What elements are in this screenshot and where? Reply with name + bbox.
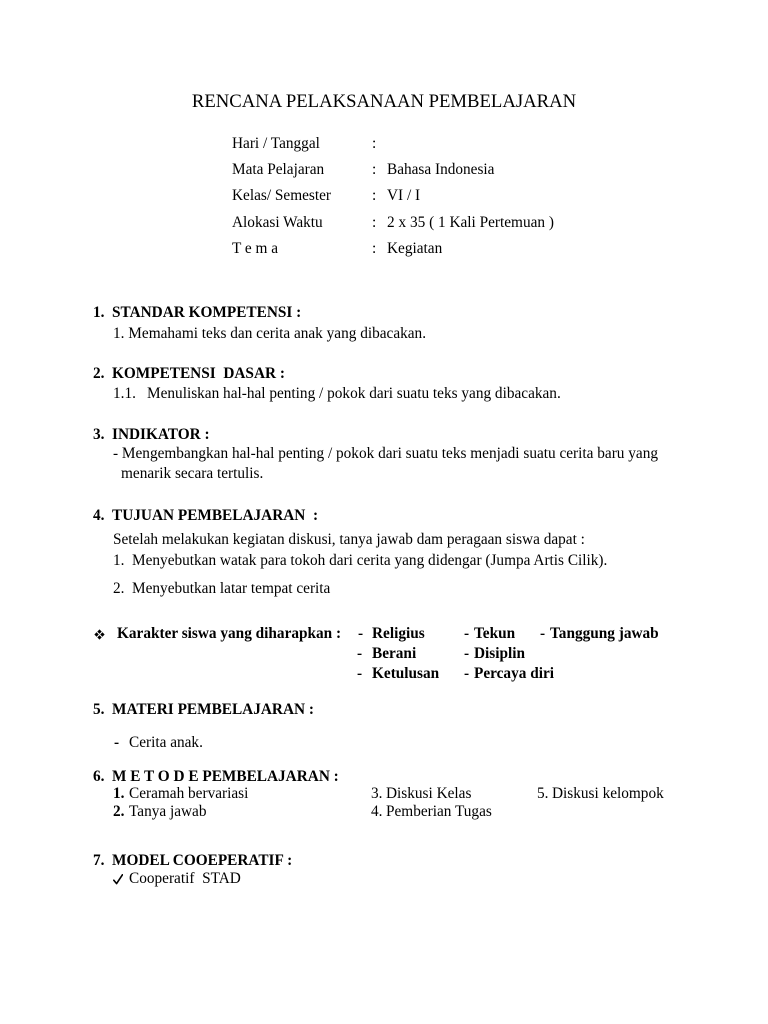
trait-berani: Berani	[372, 645, 417, 662]
section-indikator	[0, 426, 768, 484]
info-value-alokasi-waktu: 2 x 35 ( 1 Kali Pertemuan )	[387, 214, 554, 231]
list-item-number: 1.	[113, 785, 125, 802]
list-item: Diskusi kelompok	[552, 785, 664, 802]
trait-tekun: Tekun	[474, 625, 516, 642]
section-heading: M E T O D E PEMBELAJARAN :	[112, 768, 339, 785]
item-number: 1.1.	[113, 385, 136, 402]
list-item: Cooperatif STAD	[129, 870, 241, 887]
info-label-hari-tanggal: Hari / Tanggal	[232, 135, 320, 152]
info-separator: :	[372, 187, 377, 204]
section-number: 7.	[93, 852, 105, 869]
list-item: Cerita anak.	[129, 734, 203, 751]
list-item-number: 5.	[537, 785, 549, 802]
trait-dash: -	[358, 625, 364, 642]
section-number: 2.	[93, 365, 105, 382]
trait-dash: -	[464, 665, 470, 682]
four-diamond-bullet-icon	[94, 629, 105, 640]
checkmark-icon	[113, 874, 123, 885]
list-item-number: 2.	[113, 803, 125, 820]
section-heading: MODEL COOEPERATIF :	[112, 852, 293, 869]
info-label-mata-pelajaran: Mata Pelajaran	[232, 161, 325, 178]
section-number: 3.	[93, 426, 105, 443]
section-model-kooperatif	[0, 852, 768, 890]
info-separator: :	[372, 161, 377, 178]
info-separator: :	[372, 240, 377, 257]
list-item: Ceramah bervariasi	[129, 785, 249, 802]
trait-religius: Religius	[372, 625, 425, 642]
section-heading: MATERI PEMBELAJARAN :	[112, 701, 314, 718]
trait-ketulusan: Ketulusan	[372, 665, 440, 682]
section-kompetensi-dasar	[0, 365, 768, 405]
section-item: 1. Memahami teks dan cerita anak yang dibacakan.	[113, 325, 427, 342]
tujuan-intro: Setelah melakukan kegiatan diskusi, tanya jawab dam peragaan siswa dapat :	[113, 531, 585, 548]
section-heading: KOMPETENSI DASAR :	[112, 365, 285, 382]
item-text: Menuliskan hal-hal penting / pokok dari suatu teks yang dibacakan.	[147, 385, 561, 402]
list-item: Menyebutkan watak para tokoh dari cerita yang didengar (Jumpa Artis Cilik).	[132, 552, 608, 569]
trait-dash: -	[464, 625, 470, 642]
trait-percaya-diri: Percaya diri	[474, 665, 555, 682]
section-heading: INDIKATOR :	[112, 426, 210, 443]
karakter-label: Karakter siswa yang diharapkan :	[117, 625, 342, 642]
list-dash: -	[114, 734, 120, 751]
section-number: 4.	[93, 507, 105, 524]
section-standar-kompetensi	[0, 304, 768, 344]
info-separator: :	[372, 214, 377, 231]
trait-dash: -	[540, 625, 546, 642]
document-title: RENCANA PELAKSANAAN PEMBELAJARAN	[191, 91, 577, 112]
info-label-alokasi-waktu: Alokasi Waktu	[232, 214, 323, 231]
list-item-number: 4.	[371, 803, 383, 820]
list-item: Pemberian Tugas	[386, 803, 492, 820]
info-label-tema: T e m a	[232, 240, 279, 257]
section-number: 1.	[93, 304, 105, 321]
list-item-number: 1.	[113, 552, 125, 569]
trait-dash: -	[357, 665, 363, 682]
info-label-kelas-semester: Kelas/ Semester	[232, 187, 331, 204]
trait-disiplin: Disiplin	[474, 645, 526, 662]
section-tujuan-pembelajaran	[0, 507, 768, 599]
list-item-number: 3.	[371, 785, 383, 802]
section-number: 5.	[93, 701, 105, 718]
indikator-line: - Mengembangkan hal-hal penting / pokok dari suatu teks menjadi suatu cerita baru yang	[113, 445, 659, 462]
info-separator: :	[372, 135, 377, 152]
trait-dash: -	[464, 645, 470, 662]
list-item: Menyebutkan latar tempat cerita	[132, 580, 331, 597]
section-materi-pembelajaran	[0, 701, 768, 753]
list-item: Diskusi Kelas	[386, 785, 472, 802]
list-item-number: 2.	[113, 580, 125, 597]
info-value-kelas-semester: VI / I	[387, 187, 421, 204]
section-karakter-siswa	[0, 625, 768, 683]
info-table	[0, 135, 768, 260]
section-metode-pembelajaran	[0, 768, 768, 822]
section-heading: STANDAR KOMPETENSI :	[112, 304, 302, 321]
section-heading: TUJUAN PEMBELAJARAN :	[112, 507, 319, 524]
info-value-tema: Kegiatan	[387, 240, 443, 257]
info-value-mata-pelajaran: Bahasa Indonesia	[387, 161, 495, 178]
trait-tanggung-jawab: Tanggung jawab	[550, 625, 659, 642]
trait-dash: -	[357, 645, 363, 662]
indikator-line: menarik secara tertulis.	[121, 465, 264, 482]
section-number: 6.	[93, 768, 105, 785]
list-item: Tanya jawab	[129, 803, 207, 820]
